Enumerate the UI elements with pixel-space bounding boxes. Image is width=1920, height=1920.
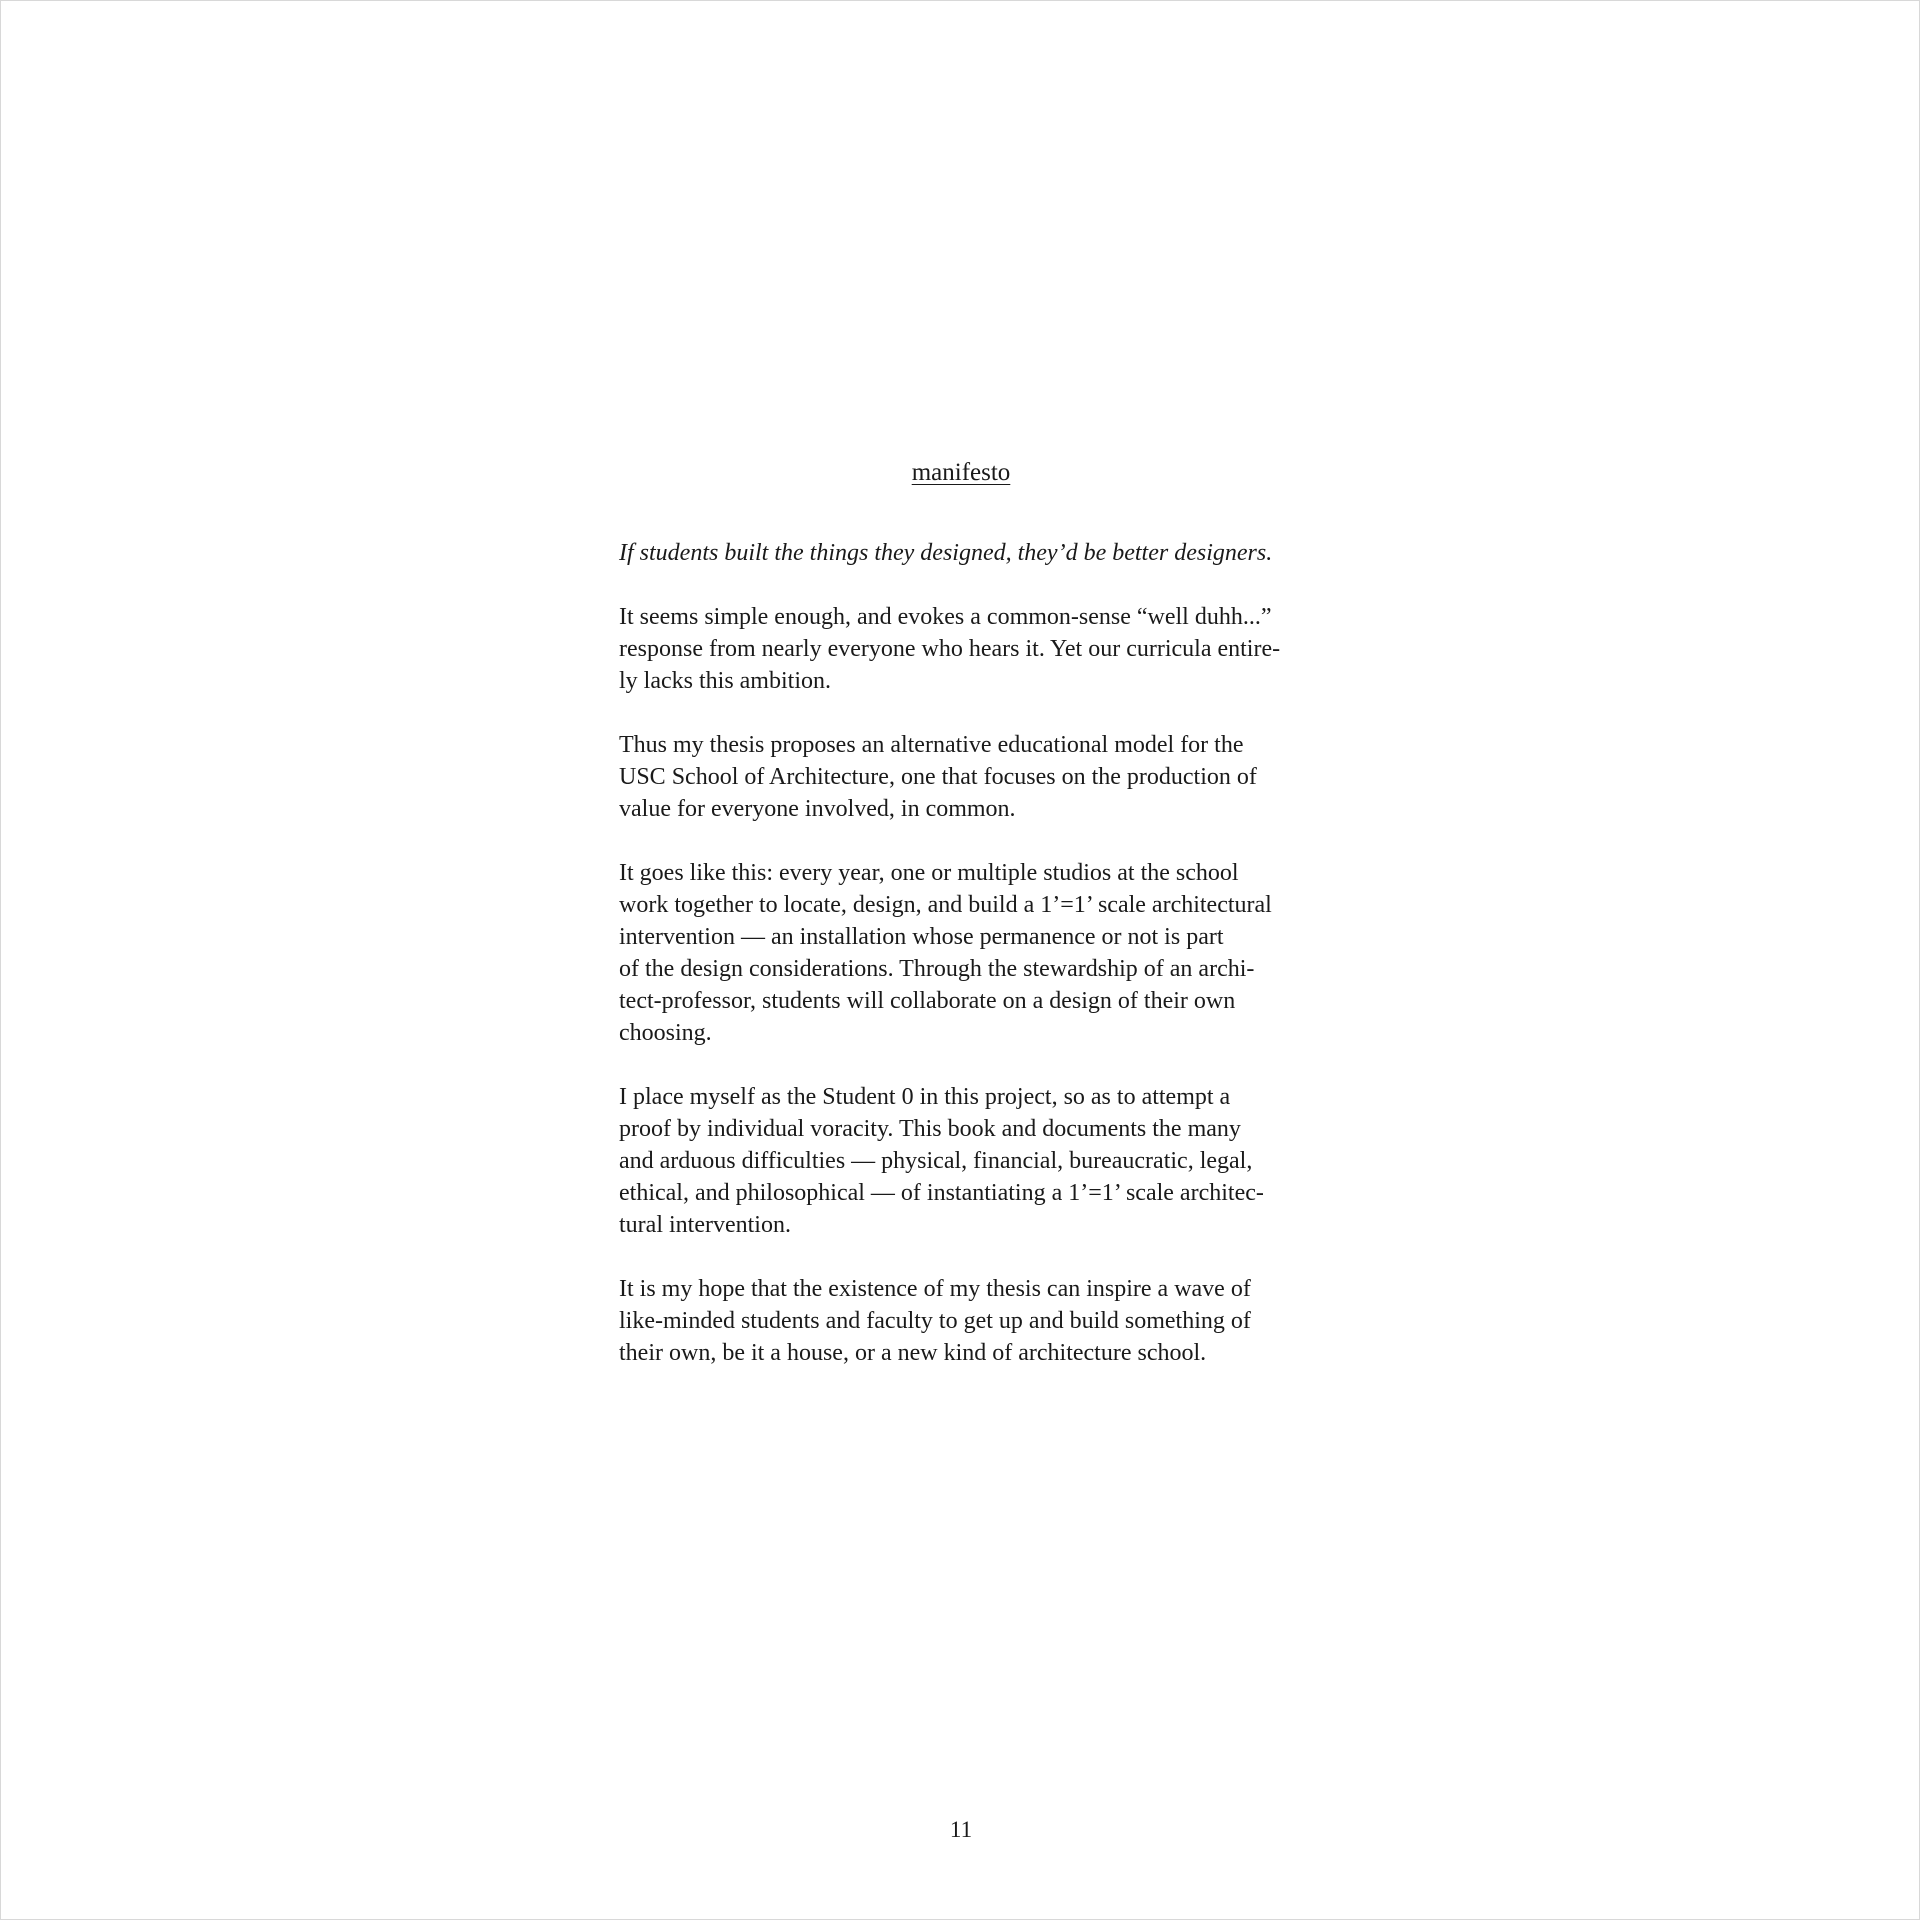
page-title: manifesto — [911, 459, 1011, 486]
page-number: 11 — [949, 1817, 973, 1842]
paragraph: I place myself as the Student 0 in this project, so as to attempt a proof by individual voracity. This book and documents the many and arduous difficulties — physical, financial, bureaucratic, legal, ethical, and philosophical — of instantiating a 1’=1’ scale architec- tural intervention. — [619, 1084, 1264, 1238]
lead-statement: If students built the things they designed, they’d be better designers. — [619, 540, 1273, 566]
manifesto-body — [619, 537, 1309, 1401]
paragraph: It is my hope that the existence of my thesis can inspire a wave of like-minded students and faculty to get up and build something of their own, be it a house, or a new kind of architecture school. — [619, 1276, 1251, 1366]
paragraph: Thus my thesis proposes an alternative educational model for the USC School of Architecture, one that focuses on the production of value for everyone involved, in common. — [619, 732, 1257, 822]
paragraph: It goes like this: every year, one or multiple studios at the school work together to locate, design, and build a 1’=1’ scale architectural intervention — an installation whose permanence or not is part of the design considerations. Through the stewardship of an archi- tect-professor, students will collaborate on a design of their own choosing. — [619, 860, 1272, 1046]
paragraph: It seems simple enough, and evokes a common-sense “well duhh...” response from nearly everyone who hears it. Yet our curricula entire- ly lacks this ambition. — [619, 604, 1281, 694]
